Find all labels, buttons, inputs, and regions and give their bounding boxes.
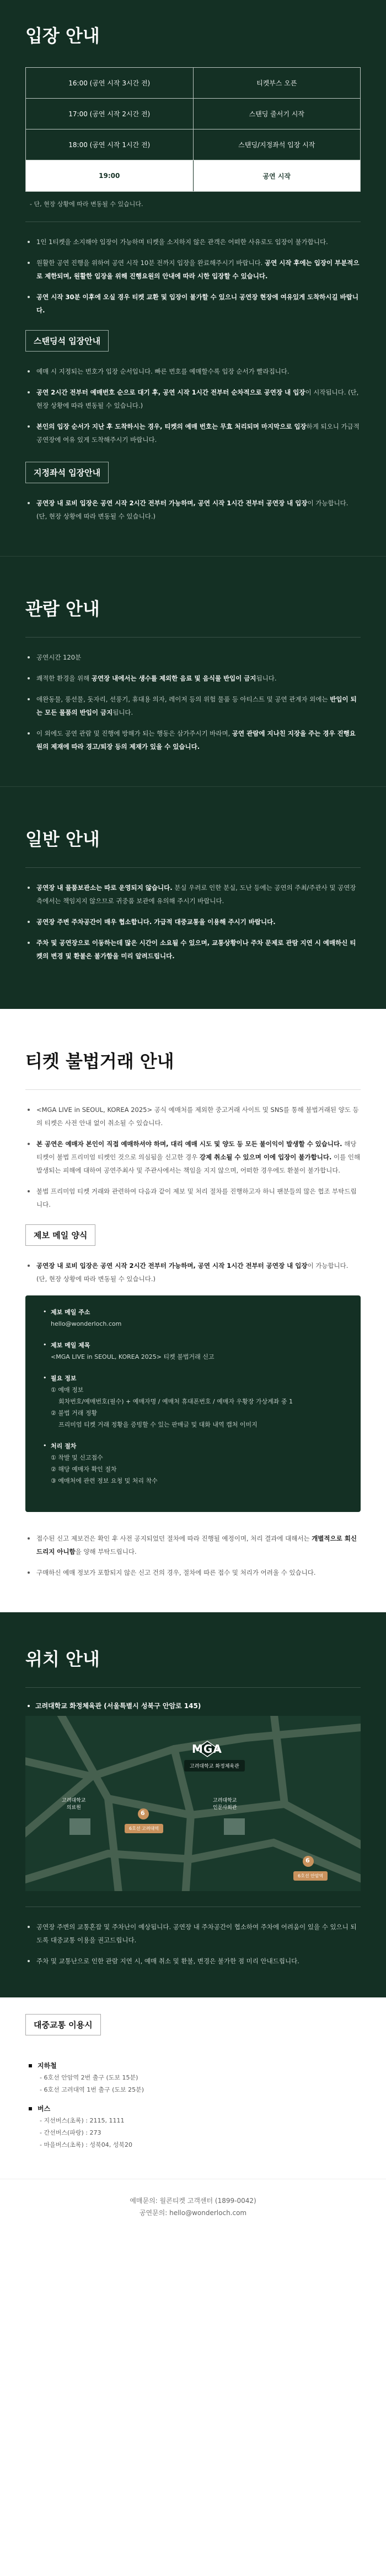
body-text: 쾌적한 환경을 위해 bbox=[36, 674, 92, 682]
mail-form-heading: 필요 정보 bbox=[51, 1375, 77, 1382]
list-item bbox=[25, 936, 361, 963]
schedule-event: 공연 시작 bbox=[194, 160, 361, 191]
schedule-time-text: 16:00 (공연 시작 3시간 전) bbox=[68, 79, 151, 87]
mail-form-heading: 처리 절차 bbox=[51, 1443, 77, 1450]
body-text: <MGA LIVE in SEOUL, KOREA 2025> 공식 예매처를 제외한 중고거래 사이트 및 SNS를 통해 불법거래된 양도 등의 티켓은 사전 안내 없이 취소될 수 있습니다. bbox=[36, 1106, 359, 1127]
schedule-row bbox=[26, 160, 360, 191]
mail-form-item bbox=[43, 1373, 344, 1430]
entry-bullets bbox=[25, 235, 361, 317]
list-item bbox=[25, 496, 361, 523]
location-map[interactable] bbox=[25, 1716, 361, 1891]
emphasis-text: 개별적으로 회신드리지 아니함 bbox=[36, 1535, 357, 1556]
schedule-event: 티켓부스 오픈 bbox=[194, 68, 361, 99]
emphasis-text: 공연장 내 물품보관소는 따로 운영되지 않습니다. bbox=[36, 884, 173, 892]
list-item bbox=[25, 881, 361, 908]
body-text: 공연장 주변의 교통혼잡 및 주차난이 예상됩니다. 공연장 내 주차공간이 협소하여 주차에 어려움이 있을 수 있으니 되도록 대중교통 이용을 권고드립니다. bbox=[36, 1923, 357, 1944]
emphasis-text: 공연장 내 로비 입장은 공연 시작 2시간 전부터 가능하며, 공연 시작 1시간 전부터 공연장 내 입장 bbox=[36, 499, 308, 507]
mail-form-item bbox=[43, 1340, 344, 1363]
body-text: 이를 인해 발생되는 피해에 대하여 공연주최사 및 주관사에서는 책임을 지지 않으며, 어떠한 경우에도 환불이 불가합니다. bbox=[36, 1153, 361, 1174]
emphasis-text: 공연 관람에 지나친 지장을 주는 경우 진행요원의 제재에 따라 경고/퇴장 등의 제재가 있을 수 있습니다. bbox=[36, 730, 356, 750]
map-hospital-label: 고려대학교 의료원 bbox=[62, 1798, 86, 1811]
bullet-dot-icon: • bbox=[43, 1442, 47, 1449]
divider bbox=[25, 637, 361, 638]
schedule-event: 스탠딩/지정좌석 입장 시작 bbox=[194, 129, 361, 160]
mail-form-line: ① 예매 정보 bbox=[51, 1386, 84, 1394]
schedule-time bbox=[26, 160, 194, 191]
list-item bbox=[25, 1185, 361, 1211]
body-text: 이 가능합니다. (단, 현장 상황에 따라 변동될 수 있습니다.) bbox=[36, 1262, 349, 1283]
mail-form-line: 회차번호/예매번호(필수) + 예매자명 / 예매처 휴대폰번호 / 예매자 우황장 가상계좌 중 1 bbox=[51, 1398, 293, 1405]
transit-line: - 6호선 안암역 2번 출구 (도보 15분) bbox=[40, 2074, 138, 2081]
transit-section bbox=[0, 1997, 386, 2179]
map-building-label: 고려대학교 인문사회관 bbox=[213, 1798, 237, 1811]
mail-form-heading: 제보 메일 주소 bbox=[51, 1309, 90, 1316]
transit-line: - 지선버스(초록) : 2115, 1111 bbox=[40, 2117, 125, 2124]
list-item bbox=[25, 1566, 361, 1579]
subway-info bbox=[25, 2060, 361, 2096]
highlight-dot-icon bbox=[34, 173, 40, 179]
list-item bbox=[25, 1954, 361, 1968]
schedule-time-text: 19:00 bbox=[99, 172, 120, 180]
divider bbox=[25, 1089, 361, 1090]
subway-heading-text: 지하철 bbox=[37, 2062, 57, 2070]
subway-lines bbox=[25, 2072, 361, 2096]
entry-title: 입장 안내 bbox=[25, 25, 100, 46]
subway-heading bbox=[25, 2060, 361, 2072]
list-item bbox=[25, 727, 361, 753]
mail-form-line: ② 불법 거래 정황 bbox=[51, 1409, 98, 1417]
report-mail-box bbox=[25, 1295, 361, 1512]
list-item bbox=[25, 693, 361, 719]
bus-lines bbox=[25, 2115, 361, 2151]
emphasis-text: 본 공연은 예매자 본인이 직접 예매하셔야 하며, 대리 예매 시도 및 양도 등 모든 불이익이 발생할 수 있습니다. bbox=[36, 1140, 342, 1148]
bus-info bbox=[25, 2103, 361, 2151]
mail-form-text bbox=[51, 1440, 158, 1487]
body-text: 됩니다. bbox=[112, 709, 133, 716]
emphasis-text: 공연장 내에서는 생수를 제외한 음료 및 음식물 반입이 금지 bbox=[91, 674, 256, 682]
report-after-bullets bbox=[25, 1532, 361, 1579]
standing-bullets bbox=[25, 365, 361, 446]
general-bullets bbox=[25, 881, 361, 963]
body-text: 이 시작됩니다. (단, 현장 상황에 따라 변동될 수 있습니다.) bbox=[36, 388, 359, 409]
list-item bbox=[25, 1920, 361, 1947]
ticket-title: 티켓 불법거래 안내 bbox=[25, 1051, 174, 1072]
general-title: 일반 안내 bbox=[25, 829, 100, 850]
emphasis-text: 공연 시작 30분 이후에 오실 경우 티켓 교환 및 입장이 불가할 수 있으니 공연장 현장에 여유있게 도착하시길 바랍니다. bbox=[36, 293, 358, 314]
mail-form-line: ③ 예매처에 관련 정보 요청 및 처리 착수 bbox=[51, 1477, 158, 1484]
schedule-time bbox=[26, 68, 194, 99]
map-station-left-label: 6호선 고려대역 bbox=[125, 1824, 163, 1833]
list-item bbox=[25, 365, 361, 378]
transit-line: - 마을버스(초록) : 성북04, 성북20 bbox=[40, 2141, 132, 2148]
transit-line: - 6호선 고려대역 1번 출구 (도보 25분) bbox=[40, 2086, 144, 2093]
mail-form-item bbox=[43, 1440, 344, 1487]
list-item bbox=[25, 420, 361, 446]
divider bbox=[25, 1687, 361, 1688]
emphasis-text: 본인의 입장 순서가 지난 후 도착하시는 경우, 티켓의 예매 번호는 무효 처리되며 마지막으로 입장 bbox=[36, 423, 307, 430]
report-label: 제보 메일 양식 bbox=[25, 1224, 95, 1246]
body-text: 이 외에도 공연 관람 및 진행에 방해가 되는 행동은 삼가주시기 바라며, bbox=[36, 730, 232, 737]
venue-line bbox=[25, 1701, 361, 1710]
body-text: 1인 1티켓을 소지해야 입장이 가능하며 티켓을 소지하지 않은 관객은 어떠한 사유로도 입장이 불가합니다. bbox=[36, 238, 328, 246]
divider bbox=[25, 867, 361, 868]
mail-form-text bbox=[51, 1340, 214, 1363]
viewing-title: 관람 안내 bbox=[25, 598, 100, 619]
footer-ticket-contact: 예매문의: 월콘티켓 고객센터 (1899-0042) bbox=[130, 2197, 256, 2205]
list-item bbox=[25, 1103, 361, 1130]
list-item bbox=[25, 1532, 361, 1558]
emphasis-text: 주차 및 공연장으로 이동하는데 많은 시간이 소요될 수 있으며, 교통상황이나 주차 문제로 관람 지연 시 예매하신 티켓의 변경 및 환불은 불가함을 미리 알려드립니다. bbox=[36, 939, 356, 960]
body-text: 애완동물, 풍선물, 돗자리, 선풍기, 휴대용 의자, 레이저 등의 위험 물품 등 아티스트 및 공연 관계자 외에는 bbox=[36, 695, 330, 703]
location-section bbox=[0, 1612, 386, 1997]
body-text: 공연시간 120분 bbox=[36, 654, 82, 661]
body-text: 해당 티켓이 불법 프리미엄 티켓인 것으로 의심됨을 신고한 경우 bbox=[36, 1140, 357, 1161]
list-item bbox=[25, 672, 361, 685]
reserved-bullets bbox=[25, 496, 361, 523]
mail-form-line: ② 해당 예매자 확인 절차 bbox=[51, 1466, 117, 1473]
emphasis-text: 강제 취소될 수 있으며 이에 입장이 불가합니다. bbox=[199, 1153, 332, 1161]
map-logo: MGA bbox=[192, 1742, 222, 1756]
body-text: 구매하신 예매 정보가 포함되지 않은 신고 건의 경우, 절차에 따른 접수 및 처리가 어려울 수 있습니다. bbox=[36, 1569, 316, 1576]
map-venue-label: 고려대학교 화정체육관 bbox=[184, 1760, 245, 1772]
report-bullets bbox=[25, 1259, 361, 1286]
mail-form-line: <MGA LIVE in SEOUL, KOREA 2025> 티켓 불법거래 신고 bbox=[51, 1353, 215, 1360]
venue-address: 고려대학교 화정체육관 (서울특별시 성북구 안암로 145) bbox=[35, 1702, 201, 1710]
body-text: 접수된 신고 제보건은 확인 후 사전 공지되었던 절차에 따라 진행될 예정이며, 처리 결과에 대해서는 bbox=[36, 1535, 312, 1542]
schedule-time-text: 17:00 (공연 시작 2시간 전) bbox=[68, 110, 151, 118]
schedule-row bbox=[26, 68, 360, 99]
map-station-right-label: 6호선 안암역 bbox=[293, 1871, 328, 1881]
mail-form-text bbox=[51, 1306, 121, 1330]
emphasis-text: 공연 2시간 전부터 예매번호 순으로 대기 후, 공연 시작 1시간 전부터 순차적으로 공연장 내 입장 bbox=[36, 388, 305, 396]
body-text: 예매 시 지정되는 번호가 입장 순서입니다. 빠른 번호를 예매할수록 입장 순서가 빨라집니다. bbox=[36, 368, 290, 375]
list-item bbox=[25, 915, 361, 928]
body-text: 을 양해 부탁드립니다. bbox=[75, 1548, 137, 1556]
body-text: 됩니다. bbox=[256, 674, 277, 682]
bullet-dot-icon: • bbox=[43, 1341, 47, 1348]
schedule-row bbox=[26, 129, 360, 160]
mail-form-heading: 제보 메일 제목 bbox=[51, 1342, 90, 1349]
bullet-dot-icon: • bbox=[43, 1374, 47, 1381]
mail-form-line: ① 착발 및 신고접수 bbox=[51, 1454, 103, 1461]
mail-form-line: hello@wonderloch.com bbox=[51, 1320, 122, 1327]
schedule-time bbox=[26, 129, 194, 160]
schedule-note: - 단, 현장 상황에 따라 변동될 수 있습니다. bbox=[30, 201, 143, 208]
map-station-left-badge: 6 bbox=[141, 1810, 145, 1817]
entry-section bbox=[0, 0, 386, 556]
map-station-right-badge: 6 bbox=[305, 1857, 310, 1864]
bus-heading bbox=[25, 2103, 361, 2115]
transit-line: - 간선버스(파랑) : 273 bbox=[40, 2129, 101, 2136]
body-text: 불법 프리미엄 티켓 거래와 관련하여 다음과 같이 제보 및 처리 절차를 진행하고자 하니 팬분들의 많은 협조 부탁드립니다. bbox=[36, 1187, 357, 1208]
schedule-time bbox=[26, 99, 194, 129]
list-item bbox=[25, 1137, 361, 1177]
schedule-event: 스탠딩 줄서기 시작 bbox=[194, 99, 361, 129]
emphasis-text: 공연장 주변 주차공간이 매우 협소합니다. 가급적 대중교통을 이용해 주시기 바랍니다. bbox=[36, 918, 276, 926]
body-text: 주차 및 교통난으로 인한 관람 지연 시, 예매 취소 및 환불, 변경은 불가한 점 미리 안내드립니다. bbox=[36, 1957, 299, 1965]
list-item bbox=[25, 386, 361, 412]
body-text: 하게 되오니 가급적 공연장에 여유 있게 도착해주시기 바랍니다. bbox=[36, 423, 360, 444]
emphasis-text: 반입이 되는 모든 물품의 반입이 금지 bbox=[36, 695, 357, 716]
viewing-bullets bbox=[25, 651, 361, 753]
viewing-section bbox=[0, 556, 386, 786]
square-bullet-icon bbox=[29, 2107, 32, 2110]
list-item bbox=[25, 1259, 361, 1286]
body-text: 이 가능합니다. (단, 현장 상황에 따라 변동될 수 있습니다.) bbox=[36, 499, 349, 520]
footer bbox=[0, 2179, 386, 2234]
list-item bbox=[25, 256, 361, 283]
schedule-table bbox=[25, 67, 361, 192]
ticket-section bbox=[0, 1009, 386, 1612]
mail-form-item bbox=[43, 1306, 344, 1330]
footer-show-contact: 공연문의: hello@wonderloch.com bbox=[139, 2209, 247, 2217]
schedule-time-text: 18:00 (공연 시작 1시간 전) bbox=[68, 141, 151, 149]
emphasis-text: 공연 시작 후에는 입장이 부분적으로 제한되며, 원활한 입장을 위해 진행요원의 안내에 따라 시한 입장할 수 있습니다. bbox=[36, 259, 360, 280]
list-item bbox=[25, 290, 361, 317]
bus-heading-text: 버스 bbox=[37, 2105, 51, 2113]
mail-form-text bbox=[51, 1373, 293, 1430]
location-title: 위치 안내 bbox=[25, 1649, 100, 1670]
bullet-dot bbox=[28, 1705, 30, 1707]
standing-label: 스탠딩석 입장안내 bbox=[25, 330, 109, 352]
reserved-label: 지정좌석 입장안내 bbox=[25, 462, 109, 483]
emphasis-text: 공연장 내 로비 입장은 공연 시작 2시간 전부터 가능하며, 공연 시작 1시간 전부터 공연장 내 입장 bbox=[36, 1262, 308, 1270]
list-item bbox=[25, 235, 361, 249]
square-bullet-icon bbox=[29, 2064, 32, 2067]
general-section bbox=[0, 786, 386, 1009]
list-item bbox=[25, 651, 361, 664]
bullet-dot-icon: • bbox=[43, 1308, 47, 1315]
body-text: 분실 우려로 인한 분실, 도난 등에는 공연의 주최/주관사 및 공연장 측에서는 책임지지 않으므로 귀중품 보관에 유의해 주시기 바랍니다. bbox=[36, 884, 356, 905]
body-text: 원활한 공연 진행을 위하여 공연 시작 10분 전까지 입장을 완료해주시기 바랍니다. bbox=[36, 259, 265, 267]
location-bullets bbox=[25, 1920, 361, 1968]
ticket-bullets bbox=[25, 1103, 361, 1211]
mail-form-line: 프리미엄 티켓 거래 정황을 증빙할 수 있는 판매글 및 대화 내역 캡처 이미지 bbox=[51, 1421, 258, 1428]
schedule-row bbox=[26, 99, 360, 129]
transit-label: 대중교통 이용시 bbox=[25, 2014, 101, 2035]
